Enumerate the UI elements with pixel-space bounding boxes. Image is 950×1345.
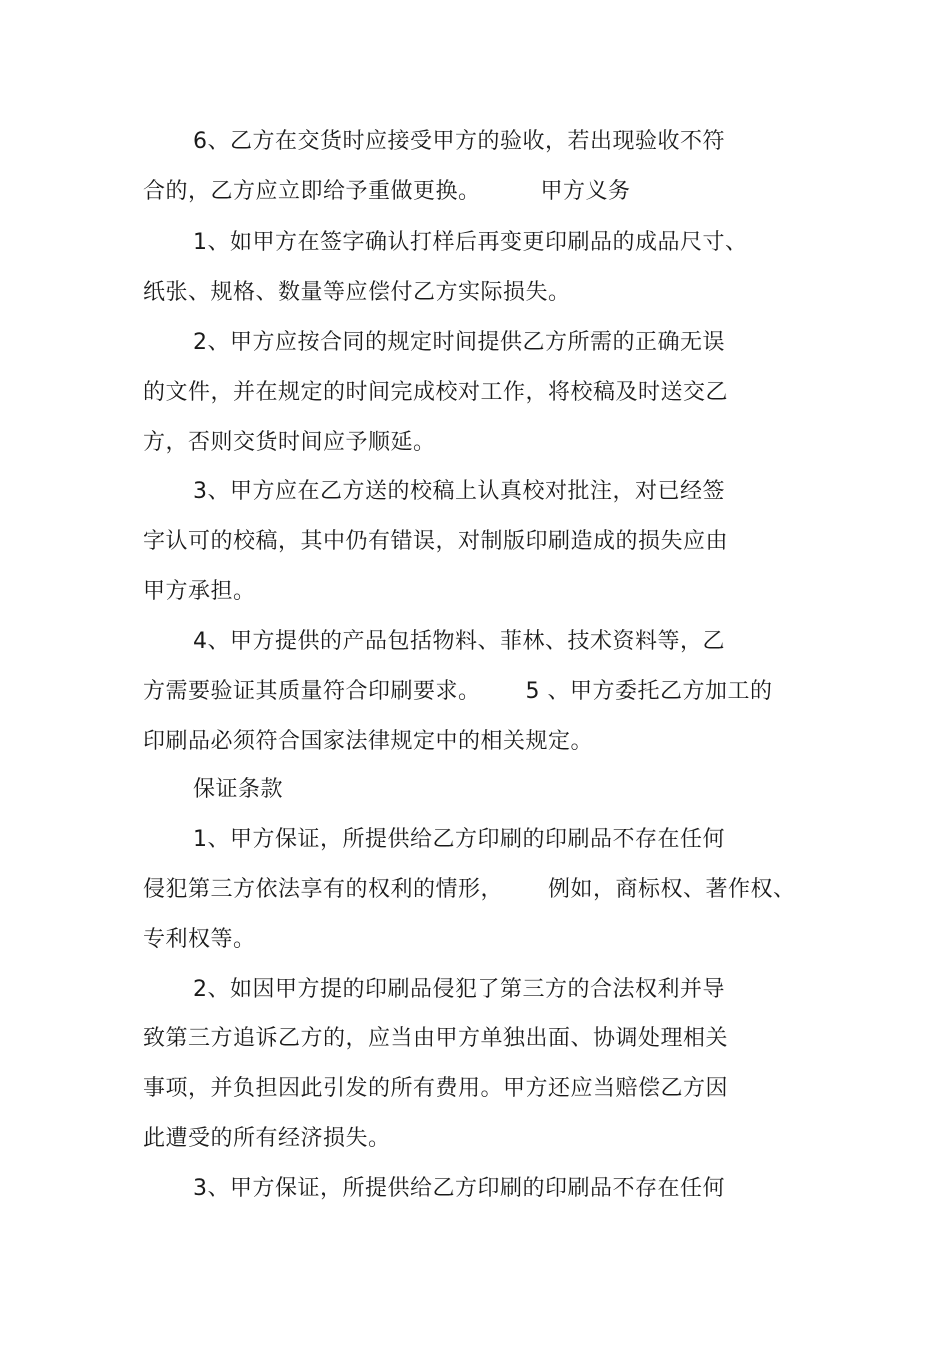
text-line: 方需要验证其质量符合印刷要求。 5 、甲方委托乙方加工的 xyxy=(143,679,773,704)
text-line: 专利权等。 xyxy=(143,927,256,952)
text-line: 字认可的校稿，其中仍有错误，对制版印刷造成的损失应由 xyxy=(143,529,729,554)
text-line: 事项，并负担因此引发的所有费用。甲方还应当赔偿乙方因 xyxy=(143,1076,729,1101)
text-line: 6、乙方在交货时应接受甲方的验收，若出现验收不符 xyxy=(193,129,725,154)
text-line: 1、如甲方在签字确认打样后再变更印刷品的成品尺寸、 xyxy=(193,230,748,255)
text-line: 2、甲方应按合同的规定时间提供乙方所需的正确无误 xyxy=(193,330,725,355)
text-line: 4、甲方提供的产品包括物料、菲林、技术资料等，乙 xyxy=(193,629,725,654)
text-line: 合的，乙方应立即给予重做更换。 甲方义务 xyxy=(143,179,631,204)
text-line: 致第三方追诉乙方的，应当由甲方单独出面、协调处理相关 xyxy=(143,1026,729,1051)
text-line: 的文件，并在规定的时间完成校对工作，将校稿及时送交乙 xyxy=(143,380,729,405)
text-line: 3、甲方应在乙方送的校稿上认真校对批注，对已经签 xyxy=(193,479,725,504)
text-line: 方，否则交货时间应予顺延。 xyxy=(143,430,436,455)
text-line: 甲方承担。 xyxy=(143,579,256,604)
text-line: 3、甲方保证，所提供给乙方印刷的印刷品不存在任何 xyxy=(193,1176,725,1201)
text-line: 侵犯第三方依法享有的权利的情形， 例如，商标权、著作权、 xyxy=(143,877,796,902)
section-heading: 保证条款 xyxy=(193,777,284,802)
text-line: 此遭受的所有经济损失。 xyxy=(143,1126,391,1151)
text-line: 2、如因甲方提的印刷品侵犯了第三方的合法权利并导 xyxy=(193,977,725,1002)
text-line: 1、甲方保证，所提供给乙方印刷的印刷品不存在任何 xyxy=(193,827,725,852)
text-line: 印刷品必须符合国家法律规定中的相关规定。 xyxy=(143,729,594,754)
text-line: 纸张、规格、数量等应偿付乙方实际损失。 xyxy=(143,280,571,305)
